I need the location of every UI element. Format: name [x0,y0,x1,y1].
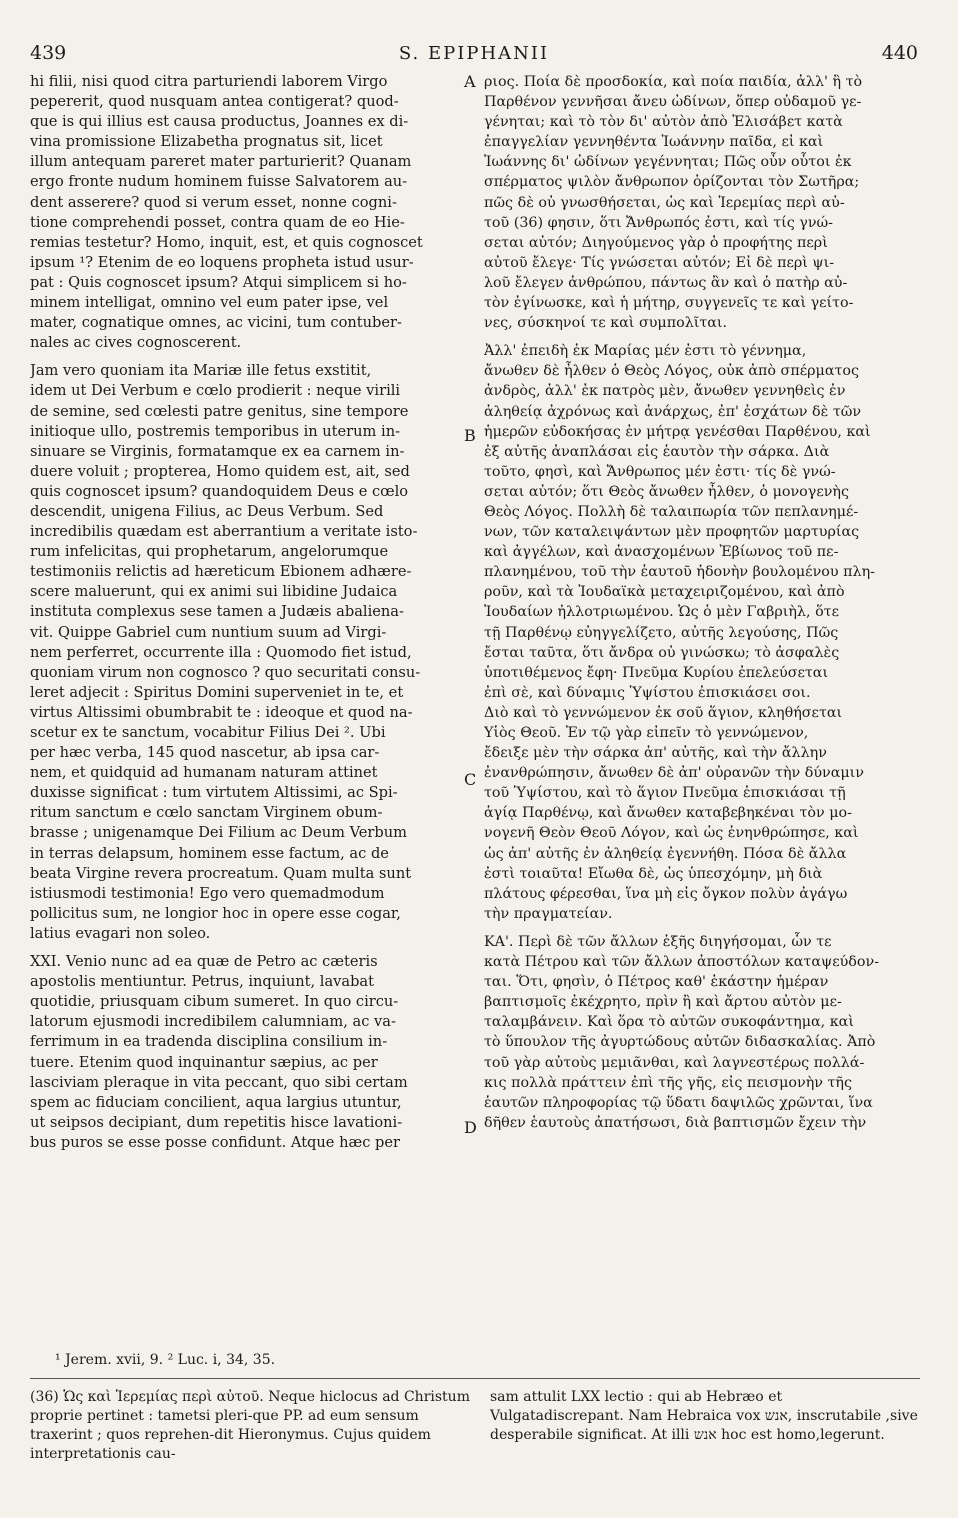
latin-text-line: apostolis mentiuntur. Petrus, inquiunt, lavabat [30,973,374,991]
latin-text-line: Jam vero quoniam ita Mariæ ille fetus exstitit, [30,362,372,380]
greek-text-line: τῇ Παρθένῳ εὐηγγελίζετο, αὐτῆς λεγούσης, Πῶς [484,624,839,641]
latin-text-line: latorum ejusmodi incredibilem calumniam, ac va- [30,1013,396,1031]
greek-text-line: ἐνανθρώπησιν, ἄνωθεν δὲ ἀπ' οὐρανῶν τὴν δύναμιν [484,765,864,782]
greek-text-line: ἔσται ταῦτα, ὅτι ἄνδρα οὐ γινώσκω; τὸ ἀσφαλὲς [484,644,840,661]
greek-text-line: ροῦν, καὶ τὰ Ἰουδαϊκὰ μεταχειριζομένου, καὶ ἀπὸ [484,584,845,601]
greek-column [484,72,920,1342]
latin-text-line: tuere. Etenim quod inquinantur sæpius, ac per [30,1053,378,1071]
margin-letter-a: A [464,72,476,91]
greek-text-line: πλανημένου, τοῦ τὴν ἑαυτοῦ ἡδονὴν βουλομένου πλη- [484,564,875,581]
margin-letter-c: C [464,770,477,789]
latin-text-line: descendit, unigena Filius, ac Deus Verbum. Sed [30,502,384,520]
latin-column [30,72,463,1342]
greek-text-line: τοῦ Ὑψίστου, καὶ τὸ ἅγιον Πνεῦμα ἐπισκιάσαι τῇ [484,785,846,802]
greek-text-line: Παρθένον γεννῆσαι ἄνευ ὠδίνων, ὅπερ οὐδαμοῦ γε- [484,94,862,111]
latin-text-line: spem ac fiduciam concilient, aqua largius utuntur, [30,1093,402,1111]
latin-text-line: illum antequam pareret mater parturierit? Quanam [30,153,412,171]
notes-left-column [30,1388,470,1464]
greek-text-line: πλάτους φέρεσθαι, ἵνα μὴ εἰς ὄγκον πολὺν ἀγάγω [484,885,848,902]
notes-right-column [490,1388,920,1445]
margin-letter-b: B [464,426,476,445]
greek-text-line: ὑποτιθέμενος ἔφη· Πνεῦμα Κυρίου ἐπελεύσεται [484,664,829,681]
note-line: dit Hieronymus. Cujus quidem interpretationis cau- [30,1427,431,1462]
greek-text-line: ἀνδρὸς, ἀλλ' ἐκ πατρὸς μὲν, ἄνωθεν γεννηθεὶς ἐν [484,383,846,400]
greek-text-line: αὐτοῦ ἔλεγε· Τίς γνώσεται αὐτόν; Εἰ δὲ περὶ ψι- [484,254,835,271]
latin-text-line: testimoniis relictis ad hæreticum Ebionem adhære- [30,563,412,581]
greek-text-line: σπέρματος ψιλὸν ἄνθρωπον ὁρίζονται τὸν Σωτῆρα; [484,174,860,191]
greek-text-line: νογενῆ Θεὸν Θεοῦ Λόγον, καὶ ὡς ἐνηνθρώπησε, καὶ [484,825,859,842]
greek-text-line: ἐπαγγελίαν γεννηθέντα Ἰωάννην παῖδα, εἰ καὶ [484,134,824,151]
greek-text-line: πῶς δὲ οὐ γνωσθήσεται, ὡς καὶ Ἱερεμίας περὶ αὐ- [484,194,845,211]
latin-text-line: nem perferret, occurrente illa : Quomodo fiet istud, [30,643,412,661]
greek-text-line: τὴν πραγματείαν. [484,905,613,922]
latin-text-line: nem, et quidquid ad humanam naturam attinet [30,764,378,782]
latin-text-line: per hæc verba, 145 quod nascetur, ab ipsa car- [30,744,380,762]
greek-text-line: ἄνωθεν δὲ ἦλθεν ὁ Θεὸς Λόγος, οὐκ ἀπὸ σπέρματος [484,363,859,380]
greek-text-line: ται. Ὅτι, φησὶν, ὁ Πέτρος καθ' ἑκάστην ἡμέραν [484,974,829,991]
latin-text-line: ipsum ¹? Etenim de eo loquens propheta istud usur- [30,253,414,271]
latin-text-line: mater, cognatique omnes, ac vicini, tum contuber- [30,314,402,332]
latin-text-line: latius evagari non soleo. [30,924,211,942]
latin-text-line: pollicitus sum, ne longior hoc in opere esse cogar, [30,904,401,922]
latin-text-line: incredibilis quædam est aberrantium a veritate isto- [30,523,418,541]
latin-text-line: quoniam virum non cognosco ? quo securitati consu- [30,663,421,681]
latin-text-line: idem ut Dei Verbum e cœlo prodierit : neque virili [30,382,401,400]
latin-text-line: XXI. Venio nunc ad ea quæ de Petro ac cæteris [30,953,378,971]
greek-text-line: Ἰωάννης δι' ὠδίνων γεγέννηται; Πῶς οὖν οὗτοι ἐκ [484,154,852,171]
latin-text-line: remias testetur? Homo, inquit, est, et quis cognoscet [30,233,423,251]
greek-text-line: τὸ ὕπουλον τῆς ἀγυρτώδους αὐτῶν διδασκαλίας. Ἀπὸ [484,1034,876,1051]
greek-text-line: ἐπὶ σὲ, καὶ δύναμις Ὑψίστου ἐπισκιάσει σοι. [484,684,811,701]
greek-text-line: κις πολλὰ πράττειν ἐπὶ τῆς γῆς, εἰς πεισμονὴν τῆς [484,1074,852,1091]
greek-text-line: ὡς ἀπ' αὐτῆς ἐν ἀληθείᾳ ἐγεννήθη. Πόσα δὲ ἄλλα [484,845,847,862]
margin-letters [464,0,484,1518]
note-line: sive desperabile significat. At illi אנש hoc est homo, [490,1408,918,1443]
latin-text-line: vit. Quippe Gabriel cum nuntium suum ad Virgi- [30,623,387,641]
latin-text-line: sinuare se Virginis, formatamque ex ea carnem in- [30,442,405,460]
latin-text-line: scere maluerunt, qui ex animi sui libidine Judaica [30,583,398,601]
latin-text-line: que is qui illius est causa productus, Joannes ex di- [30,113,409,131]
greek-text-line: τοῦ γὰρ αὐτοὺς μεμιᾶνθαι, καὶ λαγνεστέρως πολλά- [484,1054,865,1071]
latin-text-line: duxisse significat : tum virtutem Altissimi, ac Spi- [30,784,398,802]
notes-divider [30,1378,920,1379]
greek-text-line: Υἱὸς Θεοῦ. Ἐν τῷ γὰρ εἰπεῖν τὸ γεννώμενον, [484,725,809,741]
greek-text-line: σεται αὐτόν; ὅτι Θεὸς ἄνωθεν ἦλθεν, ὁ μονογενὴς [484,483,849,500]
greek-text-line: καὶ ἀγγέλων, καὶ ἀνασχομένων Ἐβίωνος τοῦ πε- [484,544,839,561]
latin-text-line: scetur ex te sanctum, vocabitur Filius Dei ². Ubi [30,724,386,741]
greek-text-line: ἐξ αὐτῆς ἀναπλάσαι εἰς ἑαυτὸν τὴν σάρκα. Διὰ [484,443,830,460]
latin-text-line: ritum sanctum e cœlo sanctam Virginem obum- [30,804,383,822]
note-line: (36) Ὡς καὶ Ἱερεμίας περὶ αὐτοῦ. Neque hic [30,1389,341,1405]
latin-text-line: dent asserere? quod si verum esset, nonne cogni- [30,193,397,211]
margin-letter-d: D [464,1118,477,1137]
latin-text-line: vina promissione Elizabetha prognatus sit, licet [30,133,383,151]
greek-text-line: κατὰ Πέτρου καὶ τῶν ἄλλων ἀποστόλων καταψεύδον- [484,954,880,971]
latin-text-line: quis cognoscet ipsum? quandoquidem Deus e cœlo [30,482,409,500]
greek-text-line: ἡμερῶν εὐδοκήσας ἐν μήτρᾳ γενέσθαι Παρθένου, καὶ [484,423,871,440]
latin-text-line: ut seipsos decipiant, dum repetitis hisce lavationi- [30,1113,403,1131]
greek-text-line: ἐστὶ τοιαῦτα! Εἴωθα δὲ, ὡς ὑπεσχόμην, μὴ διὰ [484,865,823,882]
latin-text-line: bus puros se esse posse confidunt. Atque hæc per [30,1133,400,1151]
greek-text-line: ριος. Ποία δὲ προσδοκία, καὶ ποία παιδία, ἀλλ' ἢ τὸ [484,74,863,90]
greek-text-line: Ἀλλ' ἐπειδὴ ἐκ Μαρίας μέν ἐστι τὸ γέννημα, [484,343,807,360]
greek-text-line: γένηται; καὶ τὸ τὸν δι' αὐτὸν ἀπὸ Ἐλισάβετ κατὰ [484,114,843,131]
greek-text-line: Θεὸς Λόγος. Πολλὴ δὲ ταλαιπωρία τῶν πεπλανημέ- [484,503,859,520]
latin-text-line: nales ac cives cognoscerent. [30,334,242,352]
page-number-left: 439 [30,42,67,64]
greek-text-line: δῆθεν ἑαυτοὺς ἀπατήσωσι, διὰ βαπτισμῶν ἔχειν τὴν [484,1114,867,1131]
latin-text-line: rum infelicitas, qui prophetarum, angelorumque [30,543,389,561]
greek-text-line: ταλαμβάνειν. Καὶ ὅρα τὸ αὐτῶν συκοφάντημα, καὶ [484,1014,854,1031]
latin-text-line: ferrimum in ea tradenda disciplina consilium in- [30,1033,388,1051]
latin-text-line: hi filii, nisi quod citra parturiendi laborem Virgo [30,73,388,90]
greek-text-line: τὸν ἐγίνωσκε, καὶ ἡ μήτηρ, συγγενεῖς τε καὶ γείτο- [484,295,854,312]
greek-text-line: Ἰουδαίων ἠλλοτριωμένου. Ὡς ὁ μὲν Γαβριὴλ, ὅτε [484,604,839,621]
latin-text-line: lasciviam pleraque in vita peccant, quo sibi certam [30,1073,408,1091]
greek-text-line: ΚΑ'. Περὶ δὲ τῶν ἄλλων ἑξῆς διηγήσομαι, ὧν τε [484,933,832,950]
greek-text-line: Διὸ καὶ τὸ γεννώμενον ἐκ σοῦ ἅγιον, κληθήσεται [484,704,843,721]
note-line: locus ad Christum proprie pertinet : tametsi pleri- [30,1389,470,1424]
latin-text-line: beata Virgine revera procreatum. Quam multa sunt [30,864,412,882]
running-title: S. EPIPHANII [398,42,550,64]
latin-text-line: initioque ullo, postremis temporibus in uterum in- [30,422,401,440]
latin-text-line: brasse ; unigenamque Dei Filium ac Deum Verbum [30,824,407,842]
latin-text-line: leret adjecit : Spiritus Domini superveniet in te, et [30,683,404,701]
greek-text-line: ἀληθείᾳ ἀχρόνως καὶ ἀνάρχως, ἐπ' ἐσχάτων δὲ τῶν [484,403,862,420]
greek-text-line: λοῦ ἔλεγεν ἀνθρώπου, πάντως ἂν καὶ ὁ πατὴρ αὐ- [484,274,848,291]
note-line: sam attulit LXX lectio : qui ab Hebræo et Vulgata [490,1389,783,1424]
note-line: discrepant. Nam Hebraica vox אנש, inscrutabile , [544,1408,891,1424]
latin-text-line: minem intelligat, omnino vel eum pater ipse, vel [30,294,389,312]
latin-text-line: instituta complexus sese tamen a Judæis abaliena- [30,603,404,621]
latin-text-line: de semine, sed cœlesti patre genitus, sine tempore [30,402,409,420]
latin-text-line: ergo fronte nudum hominem fuisse Salvatorem au- [30,173,408,191]
greek-text-line: βαπτισμοῖς ἐκέχρητο, πρὶν ἢ καὶ ἄρτου αὐτὸν με- [484,994,842,1011]
greek-text-line: νων, τῶν καταλειψάντων μὲν προφητῶν μαρτυρίας [484,524,860,541]
latin-text-line: in terras delapsum, hominem esse factum, ac de [30,844,389,862]
note-line: que PP. ad eum sensum traxerint ; quos reprehen- [30,1408,419,1443]
latin-text-line: pepererit, quod nusquam antea contigerat? quod- [30,93,399,111]
latin-text-line: tione comprehendi posset, contra quam de eo Hie- [30,213,405,231]
greek-text-line: νες, σύσκηνοί τε καὶ συμπολῖται. [484,315,728,332]
greek-text-line: τοῦτο, φησὶ, καὶ Ἄνθρωπος μέν ἐστι· τίς δὲ γνώ- [484,463,836,480]
greek-text-line: ἁγίᾳ Παρθένῳ, καὶ ἄνωθεν καταβεβηκέναι τὸν μο- [484,805,852,822]
latin-text-line: istiusmodi testimonia! Ego vero quemadmodum [30,884,385,902]
latin-text-line: quotidie, priusquam cibum sumeret. In quo circu- [30,993,399,1011]
latin-text-line: virtus Altissimi obumbrabit te : ideoque et quod na- [30,703,413,721]
latin-text-line: pat : Quis cognoscet ipsum? Atqui simplicem si ho- [30,273,407,291]
page-number-right: 440 [881,42,918,64]
latin-text-line: duere voluit ; propterea, Homo quidem est, ait, sed [30,462,410,480]
greek-text-line: σεται αὐτόν; Διηγούμενος γὰρ ὁ προφήτης περὶ [484,234,828,251]
greek-text-line: ἔδειξε μὲν τὴν σάρκα ἀπ' αὐτῆς, καὶ τὴν ἄλλην [484,745,827,762]
greek-text-line: τοῦ (36) φησιν, ὅτι Ἄνθρωπός ἐστι, καὶ τίς γνώ- [484,214,834,231]
footnotes: ¹ Jerem. xvii, 9. ² Luc. i, 34, 35. [55,1352,276,1368]
note-line: legerunt. [820,1427,885,1443]
greek-text-line: ἑαυτῶν πληροφορίας τῷ ὕδατι δαψιλῶς χρῶνται, ἵνα [484,1094,873,1111]
